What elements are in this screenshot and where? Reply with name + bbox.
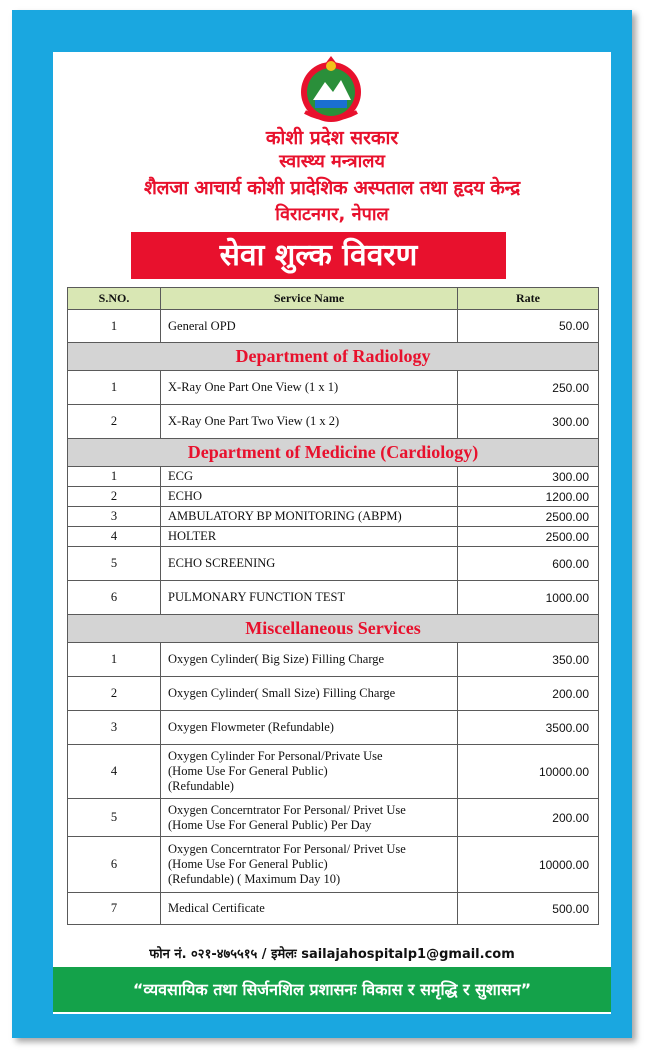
- motto-banner: “व्यवसायिक तथा सिर्जनशिल प्रशासनः विकास र समृद्धि र सुशासन”: [53, 967, 611, 1012]
- table-row: 1 ECG 300.00: [68, 467, 599, 487]
- service-fee-banner: सेवा शुल्क विवरण: [131, 232, 506, 279]
- location-title: विराटनगर, नेपाल: [275, 204, 389, 225]
- govt-title: कोशी प्रदेश सरकार: [265, 127, 399, 149]
- col-header-name: Service Name: [161, 288, 458, 310]
- table-row: 1 Oxygen Cylinder( Big Size) Filling Charge 350.00: [68, 643, 599, 677]
- notice-panel: [53, 52, 611, 1014]
- table-row: 5 Oxygen Concerntrator For Personal/ Privet Use (Home Use For General Public) Per Day 200.00: [68, 799, 599, 837]
- section-title: Miscellaneous Services: [68, 615, 599, 643]
- col-header-rate: Rate: [458, 288, 599, 310]
- table-row: 4 HOLTER 2500.00: [68, 527, 599, 547]
- section-title: Department of Radiology: [68, 343, 599, 371]
- blue-frame: [12, 10, 632, 1038]
- contact-info: फोन नं. ०२१-४७५५१५ / इमेलः sailajahospitalp1@gmail.com: [149, 947, 515, 962]
- section-row-medicine: [68, 439, 599, 467]
- table-row: 6 Oxygen Concerntrator For Personal/ Privet Use (Home Use For General Public) (Refundable) ( Maximum Day 10) 10000.00: [68, 837, 599, 893]
- table-row: 5 ECHO SCREENING 600.00: [68, 547, 599, 581]
- rates-table: [67, 287, 599, 925]
- section-title: Department of Medicine (Cardiology): [68, 439, 599, 467]
- table-header-row: [68, 288, 599, 310]
- table-row: 6 PULMONARY FUNCTION TEST 1000.00: [68, 581, 599, 615]
- table-row: 2 Oxygen Cylinder( Small Size) Filling Charge 200.00: [68, 677, 599, 711]
- table-row: 4 Oxygen Cylinder For Personal/Private Use (Home Use For General Public) (Refundable) 10000.00: [68, 745, 599, 799]
- table-row: 2 ECHO 1200.00: [68, 487, 599, 507]
- section-row-misc: [68, 615, 599, 643]
- hospital-title: शैलजा आचार्य कोशी प्रादेशिक अस्पताल तथा हृदय केन्द्र: [144, 177, 520, 199]
- table-row: 7 Medical Certificate 500.00: [68, 893, 599, 925]
- section-row-radiology: [68, 343, 599, 371]
- ministry-title: स्वास्थ्य मन्त्रालय: [279, 151, 385, 172]
- table-row: 1 General OPD 50.00: [68, 310, 599, 343]
- table-row: 1 X-Ray One Part One View (1 x 1) 250.00: [68, 371, 599, 405]
- col-header-sn: S.NO.: [68, 288, 161, 310]
- table-row: 3 Oxygen Flowmeter (Refundable) 3500.00: [68, 711, 599, 745]
- nepal-emblem-icon: [295, 54, 367, 126]
- table-row: 3 AMBULATORY BP MONITORING (ABPM) 2500.00: [68, 507, 599, 527]
- table-row: 2 X-Ray One Part Two View (1 x 2) 300.00: [68, 405, 599, 439]
